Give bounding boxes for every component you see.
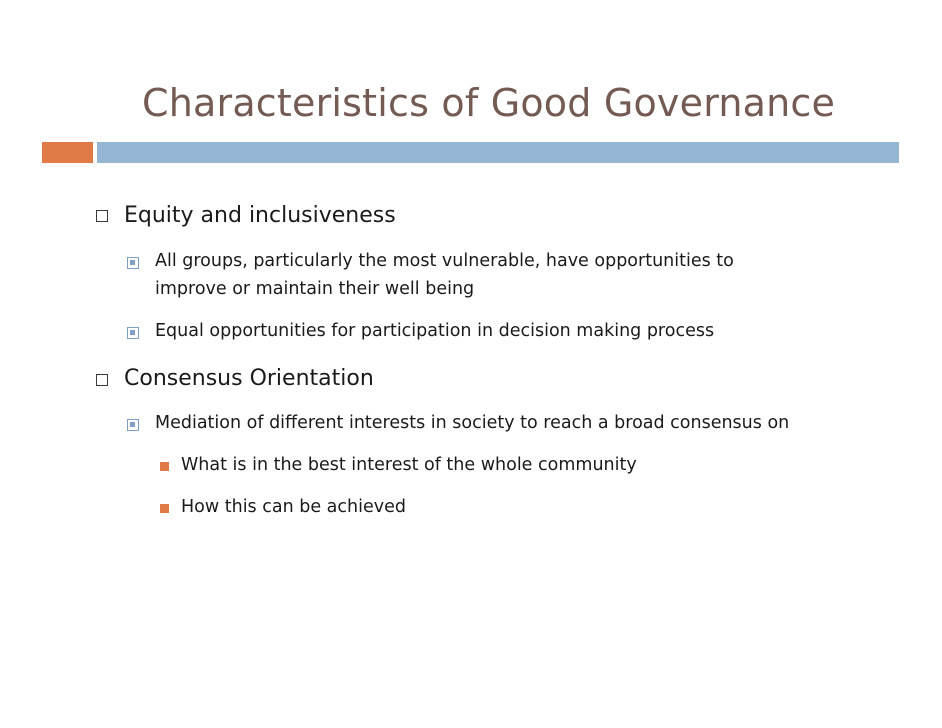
sub-bullet-icon (127, 257, 139, 269)
sub-sub-bullet-best-interest: What is in the best interest of the whole community (181, 455, 637, 475)
sub-sub-bullet-icon (160, 462, 169, 471)
sub-bullet-equal-opportunities: Equal opportunities for participation in decision making process (155, 321, 715, 341)
sub-bullet-icon (127, 419, 139, 431)
bullet-square-outline-icon (96, 374, 108, 386)
sub-sub-bullet-icon (160, 504, 169, 513)
bullet-square-outline-icon (96, 210, 108, 222)
title-accent-bar-orange (42, 142, 93, 163)
slide-title: Characteristics of Good Governance (142, 81, 836, 125)
bullet-consensus-orientation: Consensus Orientation (124, 366, 374, 391)
sub-bullet-all-groups-line2: improve or maintain their well being (155, 279, 475, 299)
title-accent-bar-blue (97, 142, 899, 163)
sub-bullet-all-groups-line1: All groups, particularly the most vulnerable, have opportunities to (155, 251, 734, 271)
sub-sub-bullet-how-achieved: How this can be achieved (181, 497, 406, 517)
bullet-equity-inclusiveness: Equity and inclusiveness (124, 203, 396, 228)
sub-bullet-icon (127, 327, 139, 339)
sub-bullet-mediation: Mediation of different interests in society to reach a broad consensus on (155, 413, 790, 433)
